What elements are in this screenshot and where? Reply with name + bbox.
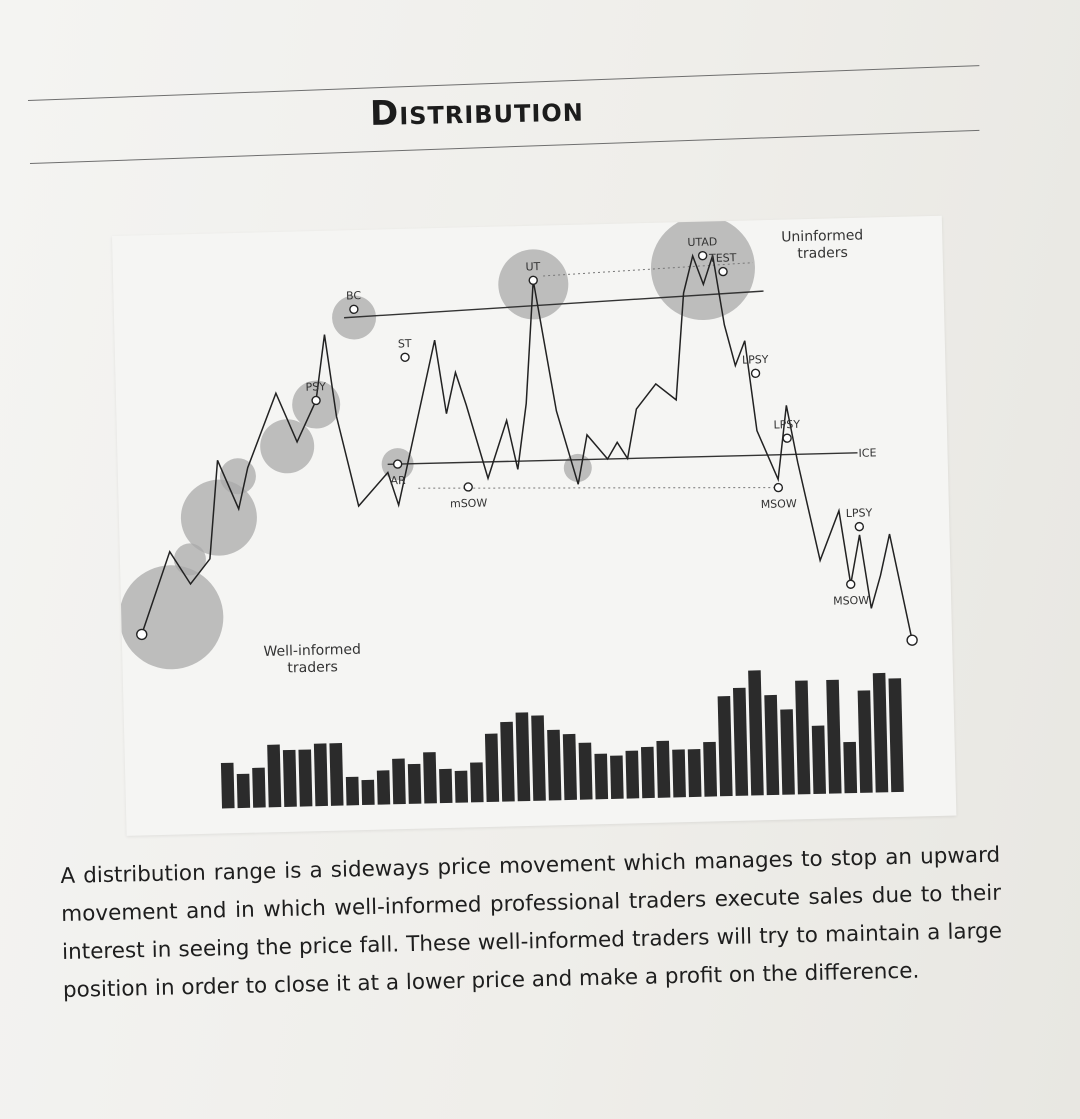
volume-bar-6 xyxy=(314,743,328,806)
volume-bar-41 xyxy=(858,690,873,793)
distribution-chart xyxy=(112,216,956,836)
event-label-ice-11: ICE xyxy=(858,446,877,460)
volume-bar-4 xyxy=(283,750,297,807)
event-marker-lpsy-8 xyxy=(751,369,759,377)
event-marker-msow-13 xyxy=(847,580,855,588)
event-label-bc-1: BC xyxy=(345,289,362,303)
volume-bar-24 xyxy=(594,754,608,800)
event-marker-test-7 xyxy=(719,267,727,275)
event-label-msow-4: mSOW xyxy=(449,496,488,511)
volume-bar-12 xyxy=(408,764,422,804)
volume-bar-20 xyxy=(531,715,546,801)
volume-bar-17 xyxy=(485,734,499,802)
title-rule-bottom xyxy=(30,130,979,164)
volume-bar-8 xyxy=(346,777,359,806)
volume-bar-32 xyxy=(718,696,733,796)
page-title: Distribution xyxy=(369,89,585,134)
volume-bar-18 xyxy=(500,722,515,802)
event-label-msow-13: MSOW xyxy=(832,593,870,608)
volume-bar-34 xyxy=(748,670,764,795)
event-marker-lpsy-12 xyxy=(855,523,863,531)
event-marker-lpsy-9 xyxy=(783,434,791,442)
event-label-ar-3: AR xyxy=(390,473,406,488)
volume-bar-23 xyxy=(579,743,593,800)
event-label-lpsy-12: LPSY xyxy=(845,506,873,520)
volume-bar-35 xyxy=(764,695,779,795)
event-label-test-7: TEST xyxy=(708,251,737,265)
trader-bubble-10 xyxy=(563,454,592,483)
volume-bar-2 xyxy=(252,768,266,808)
volume-bar-28 xyxy=(656,741,670,798)
volume-bar-21 xyxy=(547,730,561,801)
volume-bar-33 xyxy=(733,688,748,796)
price-start-marker xyxy=(137,629,147,639)
volume-bar-14 xyxy=(439,769,452,803)
volume-bar-5 xyxy=(298,749,312,806)
annotation-well-informed-traders: Well-informedtraders xyxy=(263,641,362,677)
support-line xyxy=(388,453,858,464)
distribution-figure xyxy=(112,216,956,836)
event-marker-ar-3 xyxy=(394,460,402,468)
volume-bar-9 xyxy=(361,780,374,805)
volume-bar-27 xyxy=(641,747,655,798)
volume-bar-10 xyxy=(377,770,390,804)
volume-bar-0 xyxy=(221,763,235,809)
volume-bar-22 xyxy=(563,734,577,800)
annotation-uninformed-traders: Uninformedtraders xyxy=(781,227,864,263)
event-marker-st-2 xyxy=(401,353,409,361)
volume-bar-26 xyxy=(626,751,640,799)
volume-bar-11 xyxy=(392,759,406,805)
volume-bar-3 xyxy=(267,745,281,808)
volume-bar-16 xyxy=(470,762,484,802)
volume-bar-30 xyxy=(688,749,702,797)
trader-bubble-4 xyxy=(260,419,315,474)
volume-bar-29 xyxy=(672,749,686,797)
volume-bar-36 xyxy=(780,709,795,795)
volume-bar-40 xyxy=(843,742,857,793)
event-marker-msow-10 xyxy=(774,483,782,491)
volume-bar-38 xyxy=(812,726,826,794)
price-end-marker xyxy=(907,635,917,645)
volume-bar-37 xyxy=(795,680,810,794)
volume-bar-15 xyxy=(455,771,468,803)
event-label-ut-5: UT xyxy=(525,260,541,274)
body-paragraph: A distribution range is a sideways price movement which manages to stop an upward movement and in which well-informed professional traders execute sales due to their interest in seeing the price fall. These well-informed traders will try to maintain a large position in order to close it at a lower price and make a profit on the difference. xyxy=(60,842,1003,1003)
volume-bar-43 xyxy=(888,678,903,792)
event-label-msow-10: MSOW xyxy=(760,497,797,512)
event-label-psy-0: PSY xyxy=(305,380,327,394)
event-marker-msow-4 xyxy=(464,483,472,491)
volume-bar-7 xyxy=(329,743,343,806)
trader-bubble-9 xyxy=(650,216,757,322)
volume-bar-1 xyxy=(237,774,250,808)
event-marker-psy-0 xyxy=(312,396,320,404)
volume-bar-25 xyxy=(610,755,624,798)
event-marker-bc-1 xyxy=(350,305,358,313)
event-marker-utad-6 xyxy=(699,252,707,260)
event-label-lpsy-9: LPSY xyxy=(773,417,801,432)
volume-bar-42 xyxy=(873,673,888,793)
event-label-lpsy-8: LPSY xyxy=(741,353,769,367)
event-label-utad-6: UTAD xyxy=(687,235,718,250)
trader-bubble-0 xyxy=(118,564,225,671)
event-label-st-2: ST xyxy=(397,337,412,351)
event-marker-ut-5 xyxy=(529,276,537,284)
volume-bar-31 xyxy=(703,742,717,797)
volume-bar-39 xyxy=(826,680,841,794)
volume-bar-19 xyxy=(516,712,531,801)
volume-bar-13 xyxy=(423,752,437,803)
